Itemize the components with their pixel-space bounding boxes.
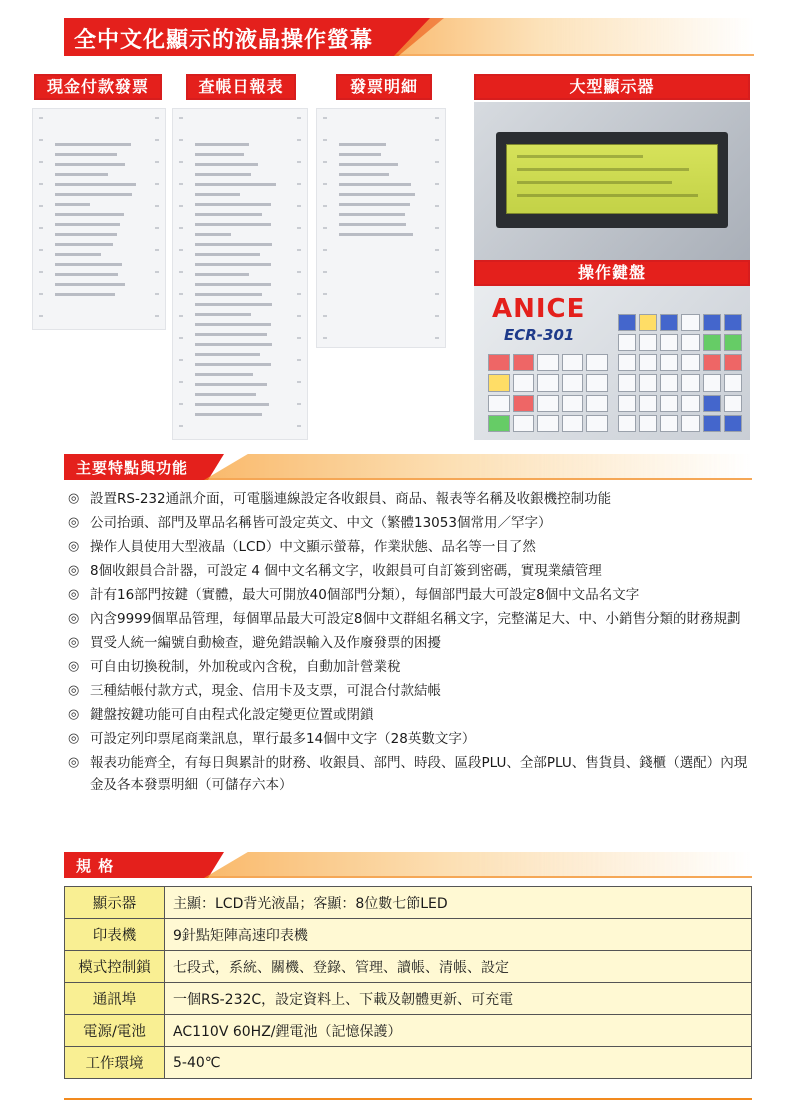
table-row: 模式控制鎖 七段式，系統、關機、登錄、管理、讀帳、清帳、設定 <box>65 951 752 983</box>
feature-item: ◎ 報表功能齊全，有每日與累計的財務、收銀員、部門、時段、區段PLU、全部PLU、售貨員、錢櫃（選配）內現金及各本發票明細（可儲存六本） <box>68 755 748 793</box>
features-section-title: 主要特點與功能 <box>76 459 189 477</box>
tag-large-display: 大型顯示器 <box>474 74 750 100</box>
model-label: ECR-301 <box>504 326 575 344</box>
spec-table <box>64 886 752 1079</box>
bottom-divider <box>64 1098 752 1100</box>
feature-item: ◎ 內含9999個單品管理，每個單品最大可設定8個中文群組名稱文字，完整滿足大、中、小銷售分類的財務規劃 <box>68 611 741 627</box>
feature-item: ◎ 計有16部門按鍵（實體，最大可開放40個部門分類），每個部門最大可設定8個中文品名文字 <box>68 587 640 603</box>
tag-keyboard: 操作鍵盤 <box>474 260 750 286</box>
tag-invoice-detail: 發票明細 <box>336 74 432 100</box>
feature-item: ◎ 公司抬頭、部門及單品名稱皆可設定英文、中文（繁體13053個常用／罕字） <box>68 515 552 531</box>
keypad-left <box>488 354 608 432</box>
feature-item: ◎ 可自由切換稅制，外加稅或內含稅，自動加計營業稅 <box>68 659 401 675</box>
table-row: 工作環境 5-40℃ <box>65 1047 752 1079</box>
feature-item: ◎ 8個收銀員合計器，可設定 4 個中文名稱文字，收銀員可自訂簽到密碼，實現業績管理 <box>68 563 602 579</box>
feature-item: ◎ 操作人員使用大型液晶（LCD）中文顯示螢幕，作業狀態、品名等一目了然 <box>68 539 536 555</box>
cash-invoice-receipt-image <box>32 108 166 330</box>
feature-item: ◎ 可設定列印票尾商業訊息，單行最多14個中文字（28英數文字） <box>68 731 476 747</box>
banner-accent-line <box>394 18 754 56</box>
feature-list <box>68 488 748 798</box>
top-banner <box>64 18 754 56</box>
features-section-header <box>64 454 752 480</box>
feature-item: ◎ 買受人統一編號自動檢查，避免錯誤輸入及作廢發票的困擾 <box>68 635 441 651</box>
table-row: 顯示器 主顯：LCD背光液晶；客顯：8位數七節LED <box>65 887 752 919</box>
keyboard-photo <box>474 286 750 440</box>
table-row: 印表機 9針點矩陣高速印表機 <box>65 919 752 951</box>
brand-logo: ANICE <box>492 294 586 324</box>
feature-item: ◎ 鍵盤按鍵功能可自由程式化設定變更位置或閉鎖 <box>68 707 374 723</box>
daily-report-receipt-image <box>172 108 308 440</box>
page-title: 全中文化顯示的液晶操作螢幕 <box>74 28 374 53</box>
feature-item: ◎ 設置RS-232通訊介面，可電腦連線設定各收銀員、商品、報表等名稱及收銀機控制功能 <box>68 491 612 507</box>
spec-section-title: 規 格 <box>76 857 115 875</box>
tag-daily-report: 查帳日報表 <box>186 74 296 100</box>
lcd-screen <box>506 144 718 214</box>
tag-cash-invoice: 現金付款發票 <box>34 74 162 100</box>
table-row: 通訊埠 一個RS-232C，設定資料上、下載及韌體更新、可充電 <box>65 983 752 1015</box>
invoice-detail-receipt-image <box>316 108 446 348</box>
table-row: 電源/電池 AC110V 60HZ/鋰電池（記憶保護） <box>65 1015 752 1047</box>
keypad-right <box>618 314 742 432</box>
feature-item: ◎ 三種結帳付款方式，現金、信用卡及支票，可混合付款結帳 <box>68 683 441 699</box>
spec-section-header <box>64 852 752 878</box>
large-display-photo <box>474 102 750 262</box>
